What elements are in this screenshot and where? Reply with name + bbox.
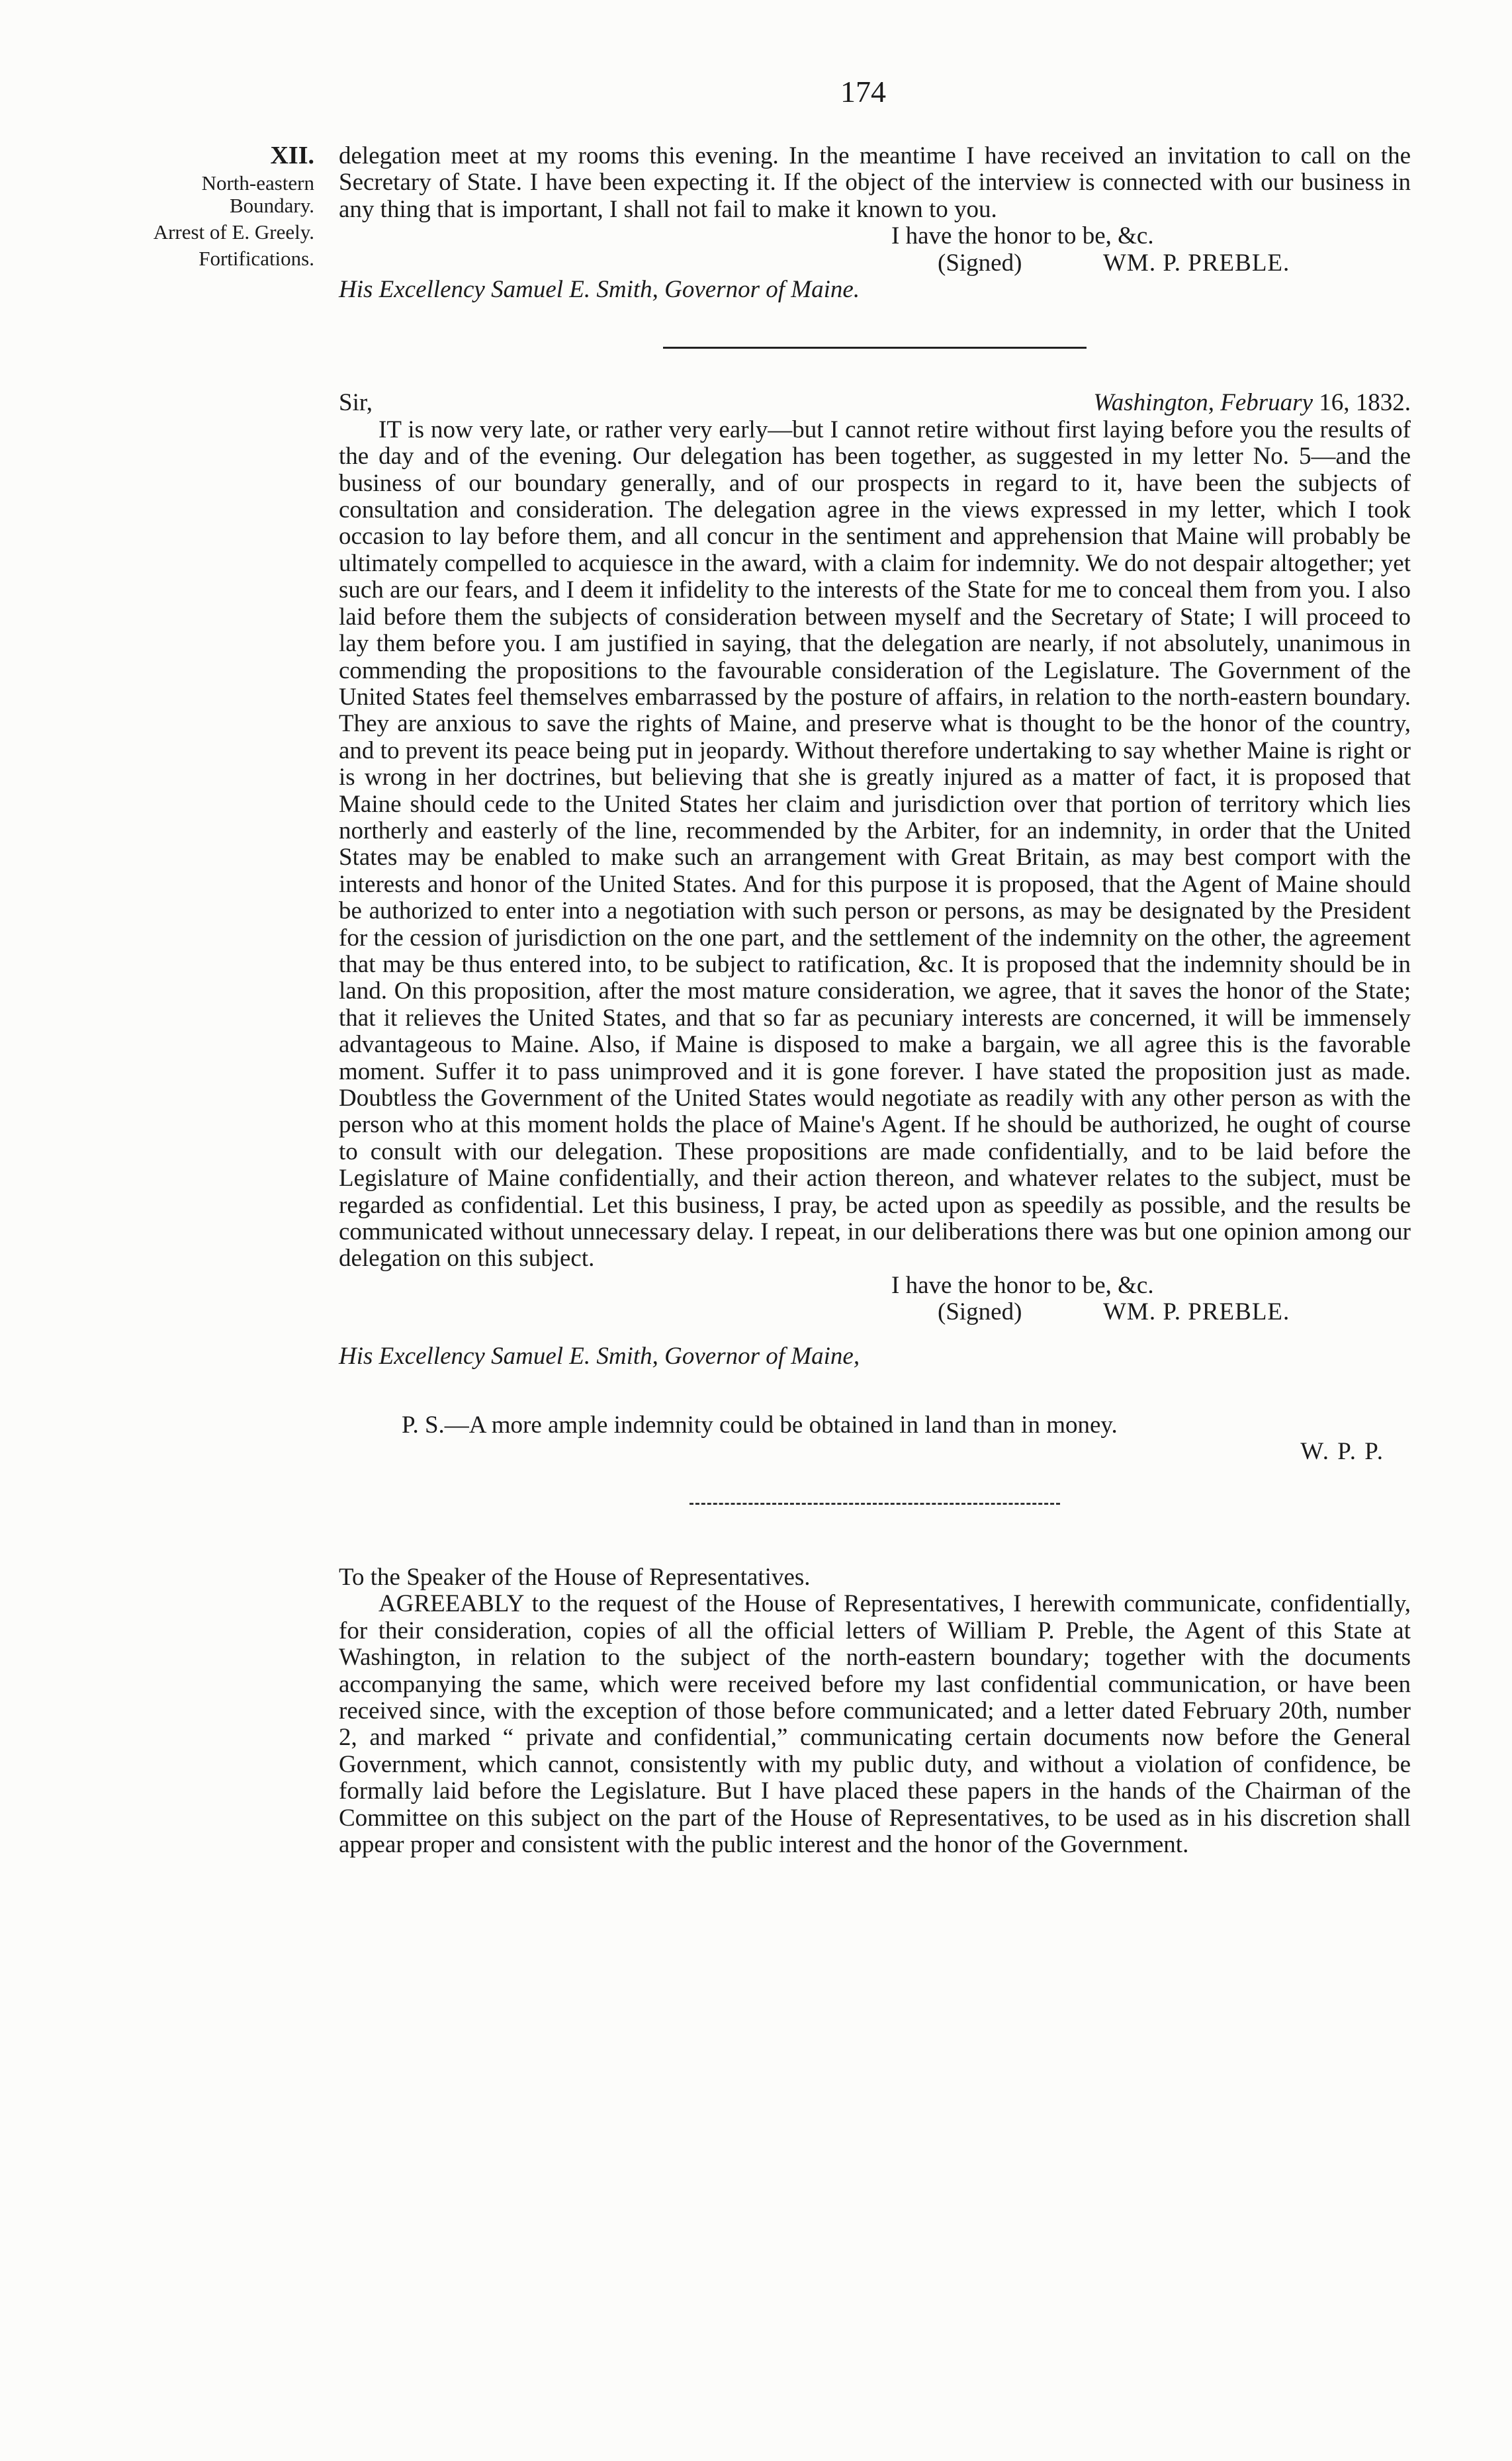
- signed-label: (Signed): [938, 249, 1022, 277]
- letter-one-recipient: His Excellency Samuel E. Smith, Governor of Maine.: [339, 276, 860, 304]
- letter-two-body: IT is now very late, or rather very early—but I cannot retire without first laying before you the results of the day and of the evening. Our delegation has been together, as suggested in my letter No. 5—and the business of our boundary generally, and of our prospects in regard to it, have been the subjects of consultation and consideration. The delegation agree in the views expressed in my letter, which I took occasion to lay before them, and all concur in the sentiment and apprehension that Maine will probably be ultimately compelled to acquiesce in the award, with a claim for indemnity. We do not despair altogether; yet such are our fears, and I deem it infidelity to the interests of the State for me to conceal them from you. I also laid before them the subjects of consideration between myself and the Secretary of State; I will proceed to lay them before you. I am justified in saying, that the delegation are nearly, if not absolutely, unanimous in commending the propositions to the favourable consideration of the Legislature. The Government of the United States feel themselves embarrassed by the posture of affairs, in relation to the north-eastern boundary. They are anxious to save the rights of Maine, and preserve what is thought to be the honor of the country, and to prevent its peace being put in jeopardy. Without therefore undertaking to say whether Maine is right or is wrong in her doctrines, but believing that she is greatly injured as a matter of fact, it is proposed that Maine should cede to the United States her claim and jurisdiction over that portion of territory which lies northerly and easterly of the line, recommended by the Arbiter, for an indemnity, in order that the United States may be enabled to make such an arrangement with Great Britain, as may best comport with the interests and honor of the United States. And for this purpose it is proposed, that the Agent of Maine should be authorized to enter into a negotiation with such person or persons, as may be designated by the President for the cession of jurisdiction on the one part, and the settlement of the indemnity on the other, the agreement that may be thus entered into, to be subject to ratification, &c. It is proposed that the indemnity should be in land. On this proposition, after the most mature consideration, we agree, that it saves the honor of the State; that it relieves the United States, and that so far as pecuniary interests are concerned, it will be immensely advantageous to Maine. Also, if Maine is disposed to make a bargain, we all agree this is the favorable moment. Suffer it to pass unimproved and it is gone forever. I have stated the proposition just as made. Doubtless the Government of the United States would negotiate as readily with any other person as with the person who at this moment holds the place of Maine's Agent. If he should be authorized, he ought of course to consult with our delegation. These propositions are made confidentially, and to be laid before the Legislature of Maine confidentially, and their action thereon, and whatever relates to the subject, must be regarded as confidential. Let this business, I pray, be acted upon as speedily as possible, and the results be communicated without unnecessary delay. I repeat, in our deliberations there was but one opinion among our delegation on this subject.: [339, 416, 1411, 1273]
- main-text-column: [339, 143, 1411, 1858]
- letter-two-recipient: His Excellency Samuel E. Smith, Governor of Maine,: [339, 1342, 860, 1370]
- dateline-place: Washington, February: [1093, 389, 1313, 417]
- margin-section-number: XII.: [270, 142, 314, 169]
- margin-topic-boundary: Boundary.: [230, 194, 314, 217]
- dateline: [1093, 390, 1411, 416]
- salutation: Sir,: [339, 389, 373, 417]
- signature: WM. P. PREBLE.: [1103, 249, 1290, 277]
- page-number: 174: [840, 75, 886, 109]
- letter-one-signature-row: [339, 250, 1411, 277]
- letter-two-closing: I have the honor to be, &c.: [891, 1271, 1154, 1299]
- margin-topic-fortifications: Fortifications.: [199, 247, 314, 270]
- section-divider: [689, 1503, 1060, 1505]
- section-divider: [663, 347, 1087, 349]
- margin-topic-northeastern: North-eastern: [201, 171, 314, 195]
- letter-one-closing: I have the honor to be, &c.: [891, 222, 1154, 250]
- signed-label: (Signed): [938, 1298, 1022, 1326]
- letter-two-signature-row: [339, 1299, 1411, 1325]
- postscript: P. S.—A more ample indemnity could be obtained in land than in money.: [402, 1411, 1118, 1439]
- message-body: AGREEABLY to the request of the House of Representatives, I herewith communicate, confidentially, for their consideration, copies of all the official letters of William P. Preble, the Agent of this State at Washington, in relation to the subject of the north-eastern boundary; together with the documents accompanying the same, which were received before my last confidential communication, or have been received since, with the exception of those before communicated; and a letter dated February 20th, number 2, and marked “ private and confidential,” communicating certain documents now before the General Government, which cannot, consistently with my public duty, and without a violation of confidence, be formally laid before the Legislature. But I have placed these papers in the hands of the Chairman of the Committee on this subject on the part of the House of Representatives, to be used as in his discretion shall appear proper and consistent with the public interest and the honor of the Government.: [339, 1590, 1411, 1858]
- message-address: To the Speaker of the House of Representatives.: [339, 1563, 811, 1591]
- letter-two-header: [339, 390, 1411, 416]
- postscript-initials: W. P. P.: [1300, 1438, 1384, 1466]
- signature: WM. P. PREBLE.: [1103, 1298, 1290, 1326]
- margin-topic-arrest: Arrest of E. Greely.: [153, 220, 314, 244]
- margin-notes: [116, 144, 314, 270]
- dateline-date: 16, 1832.: [1319, 389, 1411, 417]
- letter-one-text: delegation meet at my rooms this evening. In the meantime I have received an invitation to call on the Secretary of State. I have been expecting it. If the object of the interview is connected with our business in any thing that is important, I shall not fail to make it known to you.: [339, 142, 1411, 223]
